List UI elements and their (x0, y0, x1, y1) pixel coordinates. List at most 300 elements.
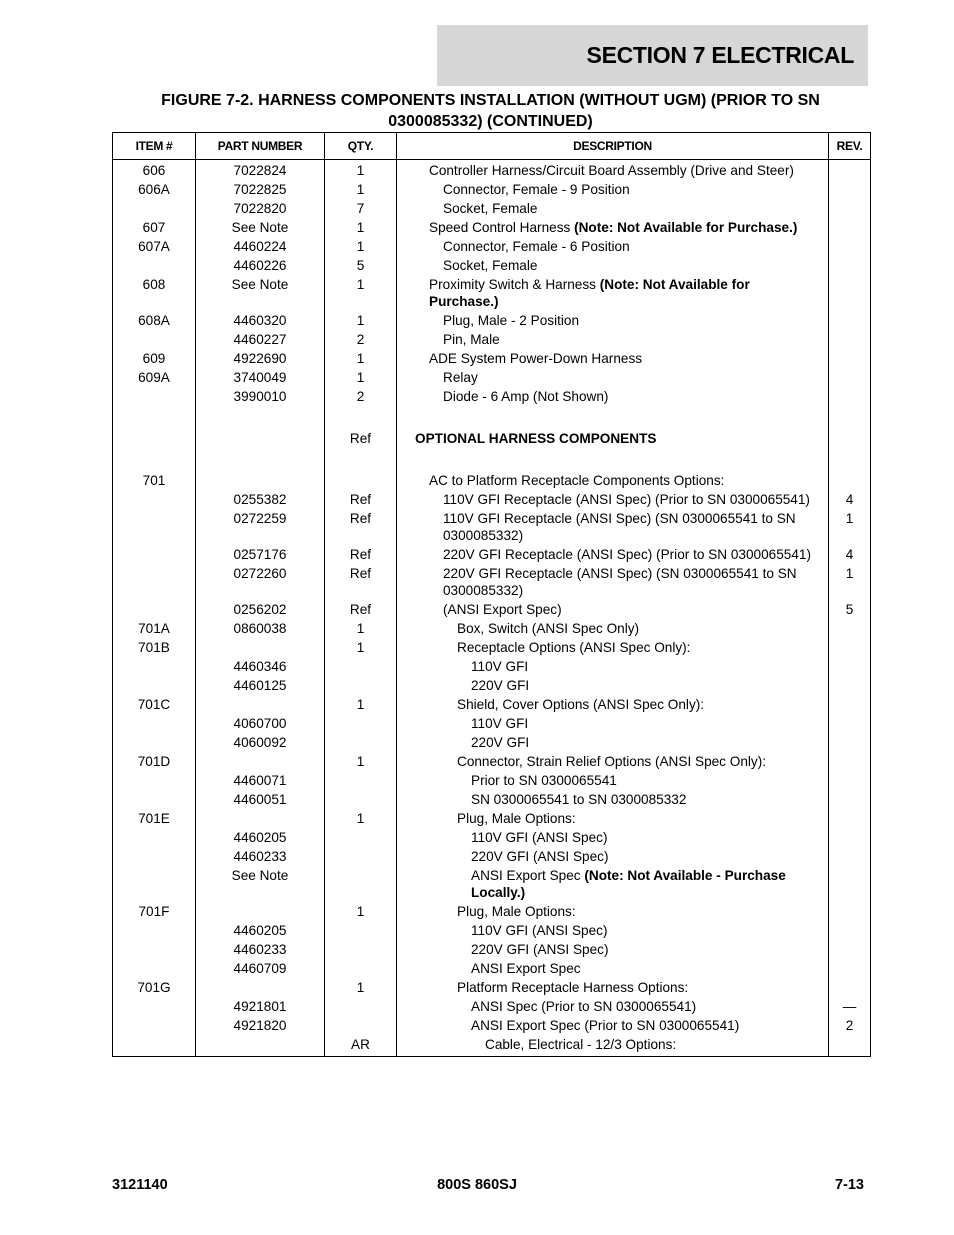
footer-doc-number: 3121140 (112, 1177, 168, 1193)
table-row (113, 676, 871, 695)
column-header-rev: REV. (829, 133, 871, 160)
table-row (113, 959, 871, 978)
description-text: Connector, Female - 6 Position (443, 239, 630, 254)
description-text: Diode - 6 Amp (Not Shown) (443, 389, 609, 404)
description-cell (397, 387, 829, 406)
figure-title: FIGURE 7-2. HARNESS COMPONENTS INSTALLATION (WITHOUT UGM) (PRIOR TO SN 0300085332) (CONTINUED) (161, 92, 820, 130)
quantity-cell (325, 714, 397, 733)
quantity-cell (325, 921, 397, 940)
table-row (113, 695, 871, 714)
part-number-cell: 3740049 (196, 368, 325, 387)
revision-cell (829, 921, 871, 940)
description-text: Speed Control Harness (429, 220, 575, 235)
description-text: Connector, Female - 9 Position (443, 182, 630, 197)
item-number-cell (113, 790, 196, 809)
revision-cell (829, 809, 871, 828)
description-text: 220V GFI (471, 735, 530, 750)
item-number-cell: 608A (113, 311, 196, 330)
description-cell (397, 1016, 829, 1035)
table-row (113, 866, 871, 902)
description-cell (397, 828, 829, 847)
item-number-cell (113, 564, 196, 600)
description-cell (397, 429, 829, 448)
description-cell (397, 695, 829, 714)
table-spacer-cell (397, 406, 829, 429)
part-number-cell (196, 978, 325, 997)
part-number-cell: 4060092 (196, 733, 325, 752)
revision-cell (829, 218, 871, 237)
quantity-cell: 1 (325, 619, 397, 638)
revision-cell (829, 695, 871, 714)
revision-cell (829, 349, 871, 368)
revision-cell: 1 (829, 509, 871, 545)
quantity-cell: AR (325, 1035, 397, 1057)
revision-cell (829, 978, 871, 997)
description-text: ANSI Export Spec (Prior to SN 0300065541) (471, 1018, 740, 1033)
part-number-cell: 4060700 (196, 714, 325, 733)
quantity-cell: 1 (325, 978, 397, 997)
parts-table-body (113, 160, 871, 1057)
description-text: 110V GFI Receptacle (ANSI Spec) (Prior to SN 0300065541) (443, 492, 810, 507)
quantity-cell: Ref (325, 509, 397, 545)
description-cell (397, 256, 829, 275)
description-text: (ANSI Export Spec) (443, 602, 562, 617)
section-header (437, 25, 868, 86)
item-number-cell (113, 330, 196, 349)
part-number-cell (196, 809, 325, 828)
description-text: 220V GFI (471, 678, 530, 693)
description-cell (397, 847, 829, 866)
quantity-cell (325, 471, 397, 490)
description-cell (397, 564, 829, 600)
description-cell (397, 490, 829, 509)
part-number-cell: 4460071 (196, 771, 325, 790)
item-number-cell: 607 (113, 218, 196, 237)
item-number-cell: 608 (113, 275, 196, 311)
item-number-cell: 701D (113, 752, 196, 771)
description-bold-text: (Note: Not Available for Purchase.) (574, 220, 798, 235)
quantity-cell: Ref (325, 545, 397, 564)
item-number-cell: 606A (113, 180, 196, 199)
quantity-cell: Ref (325, 564, 397, 600)
quantity-cell (325, 997, 397, 1016)
column-header-qty: QTY. (325, 133, 397, 160)
item-number-cell: 701F (113, 902, 196, 921)
description-text: ADE System Power-Down Harness (429, 351, 643, 366)
item-number-cell: 701G (113, 978, 196, 997)
quantity-cell (325, 940, 397, 959)
table-row (113, 429, 871, 448)
part-number-cell: 0256202 (196, 600, 325, 619)
part-number-cell (196, 902, 325, 921)
quantity-cell: 1 (325, 638, 397, 657)
table-row (113, 180, 871, 199)
quantity-cell: 1 (325, 902, 397, 921)
part-number-cell: 0272259 (196, 509, 325, 545)
part-number-cell: 4460346 (196, 657, 325, 676)
table-row (113, 619, 871, 638)
description-text: 110V GFI (471, 716, 529, 731)
part-number-cell: 4460233 (196, 940, 325, 959)
quantity-cell: 1 (325, 160, 397, 181)
table-row (113, 657, 871, 676)
revision-cell: 1 (829, 564, 871, 600)
revision-cell (829, 256, 871, 275)
item-number-cell (113, 828, 196, 847)
table-row (113, 714, 871, 733)
item-number-cell: 701 (113, 471, 196, 490)
quantity-cell: 1 (325, 809, 397, 828)
revision-cell (829, 902, 871, 921)
part-number-cell: See Note (196, 275, 325, 311)
quantity-cell: 1 (325, 180, 397, 199)
table-row (113, 771, 871, 790)
quantity-cell: 1 (325, 368, 397, 387)
footer-model: 800S 860SJ (437, 1177, 517, 1193)
description-cell (397, 997, 829, 1016)
revision-cell (829, 676, 871, 695)
revision-cell (829, 311, 871, 330)
description-text: Proximity Switch & Harness (429, 277, 600, 292)
revision-cell (829, 330, 871, 349)
item-number-cell: 701A (113, 619, 196, 638)
footer-page-number: 7-13 (834, 1177, 864, 1193)
quantity-cell (325, 771, 397, 790)
revision-cell (829, 619, 871, 638)
description-text: Plug, Male - 2 Position (443, 313, 580, 328)
item-number-cell (113, 714, 196, 733)
revision-cell (829, 828, 871, 847)
description-cell (397, 902, 829, 921)
table-row (113, 509, 871, 545)
table-row (113, 160, 871, 181)
item-number-cell (113, 866, 196, 902)
description-text: 220V GFI Receptacle (ANSI Spec) (Prior to SN 0300065541) (443, 547, 811, 562)
description-text: Platform Receptacle Harness Options: (457, 980, 689, 995)
table-row (113, 275, 871, 311)
part-number-cell: 4460320 (196, 311, 325, 330)
item-number-cell (113, 921, 196, 940)
revision-cell (829, 733, 871, 752)
table-row (113, 828, 871, 847)
item-number-cell: 609 (113, 349, 196, 368)
quantity-cell: 7 (325, 199, 397, 218)
quantity-cell: 1 (325, 752, 397, 771)
part-number-cell: See Note (196, 866, 325, 902)
table-row (113, 237, 871, 256)
part-number-cell: 0272260 (196, 564, 325, 600)
revision-cell (829, 959, 871, 978)
description-text: Plug, Male Options: (457, 904, 576, 919)
part-number-cell: 4460227 (196, 330, 325, 349)
description-cell (397, 866, 829, 902)
item-number-cell: 701B (113, 638, 196, 657)
quantity-cell (325, 790, 397, 809)
item-number-cell (113, 600, 196, 619)
description-text: Connector, Strain Relief Options (ANSI Spec Only): (457, 754, 767, 769)
quantity-cell: 1 (325, 237, 397, 256)
revision-cell (829, 1035, 871, 1057)
item-number-cell (113, 545, 196, 564)
item-number-cell (113, 387, 196, 406)
description-cell (397, 218, 829, 237)
description-cell (397, 771, 829, 790)
table-spacer-cell (196, 448, 325, 471)
description-cell (397, 921, 829, 940)
description-text: Pin, Male (443, 332, 500, 347)
description-text: Cable, Electrical - 12/3 Options: (485, 1037, 677, 1052)
description-text: Plug, Male Options: (457, 811, 576, 826)
description-text: 110V GFI (471, 659, 529, 674)
revision-cell (829, 866, 871, 902)
description-cell (397, 752, 829, 771)
description-cell (397, 638, 829, 657)
revision-cell (829, 790, 871, 809)
table-row (113, 564, 871, 600)
item-number-cell (113, 429, 196, 448)
description-text: Shield, Cover Options (ANSI Spec Only): (457, 697, 705, 712)
table-row (113, 490, 871, 509)
quantity-cell: 1 (325, 349, 397, 368)
description-cell (397, 471, 829, 490)
description-cell (397, 600, 829, 619)
revision-cell (829, 180, 871, 199)
description-cell (397, 657, 829, 676)
table-row (113, 1016, 871, 1035)
part-number-cell: 4921820 (196, 1016, 325, 1035)
part-number-cell: 7022824 (196, 160, 325, 181)
table-row (113, 940, 871, 959)
quantity-cell (325, 866, 397, 902)
table-row (113, 349, 871, 368)
table-spacer-row (113, 448, 871, 471)
table-row (113, 218, 871, 237)
table-spacer-row (113, 406, 871, 429)
table-row (113, 790, 871, 809)
quantity-cell: 2 (325, 330, 397, 349)
part-number-cell: 4460125 (196, 676, 325, 695)
table-spacer-cell (325, 406, 397, 429)
item-number-cell (113, 771, 196, 790)
description-cell (397, 160, 829, 181)
description-text: 110V GFI (ANSI Spec) (471, 830, 608, 845)
description-cell (397, 1035, 829, 1057)
quantity-cell (325, 847, 397, 866)
revision-cell (829, 387, 871, 406)
quantity-cell (325, 657, 397, 676)
description-text: 220V GFI Receptacle (ANSI Spec) (SN 0300065541 to SN 0300085332) (443, 566, 797, 598)
description-cell (397, 676, 829, 695)
description-text: SN 0300065541 to SN 0300085332 (471, 792, 687, 807)
column-header-item: ITEM # (113, 133, 196, 160)
part-number-cell: 4460205 (196, 828, 325, 847)
description-cell (397, 733, 829, 752)
revision-cell (829, 714, 871, 733)
quantity-cell (325, 959, 397, 978)
quantity-cell (325, 828, 397, 847)
description-cell (397, 619, 829, 638)
item-number-cell (113, 256, 196, 275)
table-row (113, 902, 871, 921)
description-cell (397, 790, 829, 809)
description-cell (397, 275, 829, 311)
item-number-cell (113, 997, 196, 1016)
item-number-cell (113, 676, 196, 695)
revision-cell (829, 752, 871, 771)
quantity-cell: 1 (325, 311, 397, 330)
description-text: Box, Switch (ANSI Spec Only) (457, 621, 640, 636)
part-number-cell (196, 752, 325, 771)
part-number-cell: 4460224 (196, 237, 325, 256)
item-number-cell (113, 490, 196, 509)
description-cell (397, 199, 829, 218)
description-bold-text: (Note: Not Available for Purchase.) (429, 277, 750, 309)
section-title: SECTION 7 ELECTRICAL (586, 42, 854, 68)
description-cell (397, 330, 829, 349)
part-number-cell: 4460233 (196, 847, 325, 866)
item-number-cell (113, 199, 196, 218)
part-number-cell: 4460226 (196, 256, 325, 275)
part-number-cell: 0255382 (196, 490, 325, 509)
quantity-cell: Ref (325, 429, 397, 448)
item-number-cell (113, 847, 196, 866)
part-number-cell (196, 695, 325, 714)
description-text: Socket, Female (443, 258, 538, 273)
revision-cell (829, 275, 871, 311)
table-row (113, 1035, 871, 1057)
quantity-cell: Ref (325, 490, 397, 509)
revision-cell (829, 771, 871, 790)
description-text: ANSI Spec (Prior to SN 0300065541) (471, 999, 697, 1014)
part-number-cell: 3990010 (196, 387, 325, 406)
revision-cell: — (829, 997, 871, 1016)
item-number-cell: 606 (113, 160, 196, 181)
item-number-cell: 607A (113, 237, 196, 256)
table-row (113, 733, 871, 752)
revision-cell (829, 199, 871, 218)
description-text: ANSI Export Spec (471, 868, 585, 883)
description-bold-text: OPTIONAL HARNESS COMPONENTS (415, 431, 657, 446)
description-text: ANSI Export Spec (471, 961, 581, 976)
table-spacer-cell (196, 406, 325, 429)
description-cell (397, 237, 829, 256)
item-number-cell: 701E (113, 809, 196, 828)
part-number-cell: 4922690 (196, 349, 325, 368)
table-row (113, 256, 871, 275)
table-row (113, 600, 871, 619)
table-header-row (113, 133, 871, 160)
description-text: Relay (443, 370, 478, 385)
description-cell (397, 940, 829, 959)
quantity-cell: 5 (325, 256, 397, 275)
part-number-cell (196, 429, 325, 448)
description-bold-text: (Note: Not Available - Purchase Locally.) (471, 868, 786, 900)
table-spacer-cell (829, 406, 871, 429)
table-row (113, 387, 871, 406)
part-number-cell: 4921801 (196, 997, 325, 1016)
description-text: 220V GFI (ANSI Spec) (471, 849, 609, 864)
revision-cell (829, 429, 871, 448)
quantity-cell: 1 (325, 275, 397, 311)
item-number-cell (113, 1035, 196, 1057)
table-row (113, 311, 871, 330)
revision-cell (829, 638, 871, 657)
quantity-cell: Ref (325, 600, 397, 619)
description-cell (397, 349, 829, 368)
revision-cell (829, 368, 871, 387)
revision-cell (829, 237, 871, 256)
description-text: Receptacle Options (ANSI Spec Only): (457, 640, 691, 655)
part-number-cell: 7022820 (196, 199, 325, 218)
part-number-cell: 4460051 (196, 790, 325, 809)
description-text: Socket, Female (443, 201, 538, 216)
table-row (113, 752, 871, 771)
description-text: AC to Platform Receptacle Components Options: (429, 473, 725, 488)
table-row (113, 997, 871, 1016)
table-row (113, 638, 871, 657)
description-text: 220V GFI (ANSI Spec) (471, 942, 609, 957)
part-number-cell (196, 471, 325, 490)
table-row (113, 921, 871, 940)
part-number-cell: 4460709 (196, 959, 325, 978)
description-cell (397, 978, 829, 997)
revision-cell (829, 847, 871, 866)
description-cell (397, 809, 829, 828)
table-row (113, 330, 871, 349)
description-cell (397, 509, 829, 545)
column-header-description: DESCRIPTION (397, 133, 829, 160)
table-row (113, 368, 871, 387)
table-spacer-cell (113, 406, 196, 429)
description-cell (397, 714, 829, 733)
quantity-cell: 2 (325, 387, 397, 406)
description-text: Controller Harness/Circuit Board Assembly (Drive and Steer) (429, 163, 794, 178)
description-cell (397, 180, 829, 199)
quantity-cell: 1 (325, 695, 397, 714)
revision-cell: 5 (829, 600, 871, 619)
table-spacer-cell (113, 448, 196, 471)
description-cell (397, 545, 829, 564)
description-text: 110V GFI Receptacle (ANSI Spec) (SN 0300065541 to SN 0300085332) (443, 511, 796, 543)
revision-cell (829, 940, 871, 959)
part-number-cell: 0257176 (196, 545, 325, 564)
quantity-cell (325, 733, 397, 752)
table-row (113, 847, 871, 866)
item-number-cell (113, 940, 196, 959)
part-number-cell (196, 1035, 325, 1057)
part-number-cell: 4460205 (196, 921, 325, 940)
column-header-part-number: PART NUMBER (196, 133, 325, 160)
item-number-cell (113, 1016, 196, 1035)
part-number-cell: See Note (196, 218, 325, 237)
item-number-cell: 701C (113, 695, 196, 714)
description-cell (397, 959, 829, 978)
table-row (113, 199, 871, 218)
table-row (113, 978, 871, 997)
item-number-cell (113, 733, 196, 752)
description-cell (397, 368, 829, 387)
part-number-cell: 0860038 (196, 619, 325, 638)
revision-cell (829, 160, 871, 181)
parts-table (112, 132, 871, 1057)
table-row (113, 471, 871, 490)
part-number-cell (196, 638, 325, 657)
item-number-cell (113, 959, 196, 978)
table-row (113, 545, 871, 564)
table-spacer-cell (829, 448, 871, 471)
table-row (113, 809, 871, 828)
revision-cell: 4 (829, 490, 871, 509)
